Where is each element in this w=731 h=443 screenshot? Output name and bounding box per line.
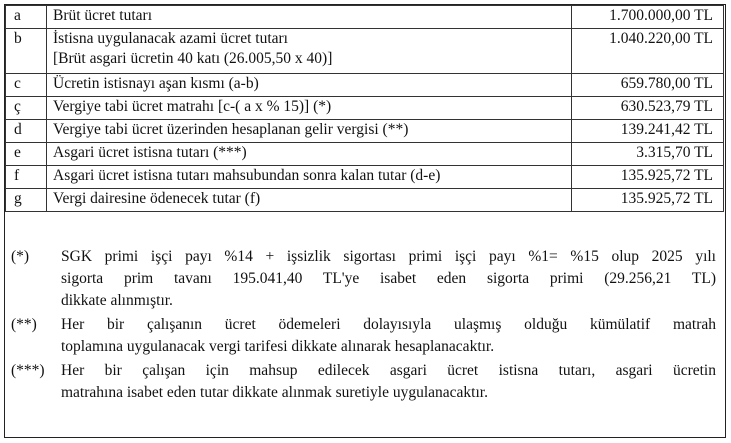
footnote-text	[61, 246, 724, 312]
row-amount: 135.925,72 TL	[572, 189, 724, 212]
row-label: Asgari ücret istisna tutarı mahsubundan sonra kalan tutar (d-e)	[47, 166, 572, 189]
row-amount: 1.040.220,00 TL	[572, 29, 724, 74]
row-letter: e	[6, 143, 47, 166]
row-label-cell	[47, 29, 572, 74]
row-label: İstisna uygulanacak azami ücret tutarı	[53, 30, 288, 47]
table-row	[6, 74, 724, 97]
footnote-mark: (*)	[11, 248, 30, 265]
row-amount: 659.780,00 TL	[572, 74, 724, 97]
footnote	[5, 246, 724, 312]
footnote-mark: (**)	[11, 316, 37, 333]
table-row	[6, 189, 724, 212]
row-label: Brüt ücret tutarı	[47, 6, 572, 29]
row-amount: 139.241,42 TL	[572, 120, 724, 143]
table-row	[6, 97, 724, 120]
footnote-line: Her bir çalışan için mahsup edilecek asgari ücret istisna tutarı, asgari ücretin	[61, 362, 716, 379]
footnote-mark: (***)	[11, 362, 45, 379]
row-letter: c	[6, 74, 47, 97]
table-row	[6, 143, 724, 166]
row-amount: 1.700.000,00 TL	[572, 6, 724, 29]
row-letter: f	[6, 166, 47, 189]
footnote-text	[61, 314, 724, 358]
table-row	[6, 120, 724, 143]
row-letter: a	[6, 6, 47, 29]
row-letter: b	[6, 29, 47, 74]
footnote-text	[61, 360, 724, 404]
footnote	[5, 360, 724, 404]
row-letter: d	[6, 120, 47, 143]
footnote-line: sigorta prim tavanı 195.041,40 TL'ye isabet eden sigorta primi (29.256,21 TL)	[61, 270, 716, 287]
row-amount: 630.523,79 TL	[572, 97, 724, 120]
footnote-line: SGK primi işçi payı %14 + işsizlik sigortası primi işçi payı %1= %15 olup 2025 yılı	[61, 248, 716, 265]
footnote-line: toplamına uygulanacak vergi tarifesi dikkate alınarak hesaplanacaktır.	[61, 338, 495, 355]
calculation-table	[5, 5, 724, 212]
row-label: Ücretin istisnayı aşan kısmı (a-b)	[47, 74, 572, 97]
table-row	[6, 29, 724, 74]
footnotes	[5, 246, 724, 406]
document-frame	[4, 4, 726, 438]
row-letter: ç	[6, 97, 47, 120]
row-amount: 3.315,70 TL	[572, 143, 724, 166]
footnote	[5, 314, 724, 358]
table-row	[6, 6, 724, 29]
table-row	[6, 166, 724, 189]
row-label: Vergi dairesine ödenecek tutar (f)	[47, 189, 572, 212]
row-letter: g	[6, 189, 47, 212]
footnote-line: Her bir çalışanın ücret ödemeleri dolayısıyla ulaşmış olduğu kümülatif matrah	[61, 316, 716, 333]
row-label: Asgari ücret istisna tutarı (***)	[47, 143, 572, 166]
footnote-line: matrahına isabet eden tutar dikkate alınmak suretiyle uygulanacaktır.	[61, 384, 488, 401]
row-label: Vergiye tabi ücret matrahı [c-( a x % 15)] (*)	[47, 97, 572, 120]
row-label-detail: [Brüt asgari ücretin 40 katı (26.005,50 x 40)]	[53, 50, 333, 67]
row-amount: 135.925,72 TL	[572, 166, 724, 189]
footnote-line: dikkate alınmıştır.	[61, 292, 173, 309]
row-label: Vergiye tabi ücret üzerinden hesaplanan gelir vergisi (**)	[47, 120, 572, 143]
